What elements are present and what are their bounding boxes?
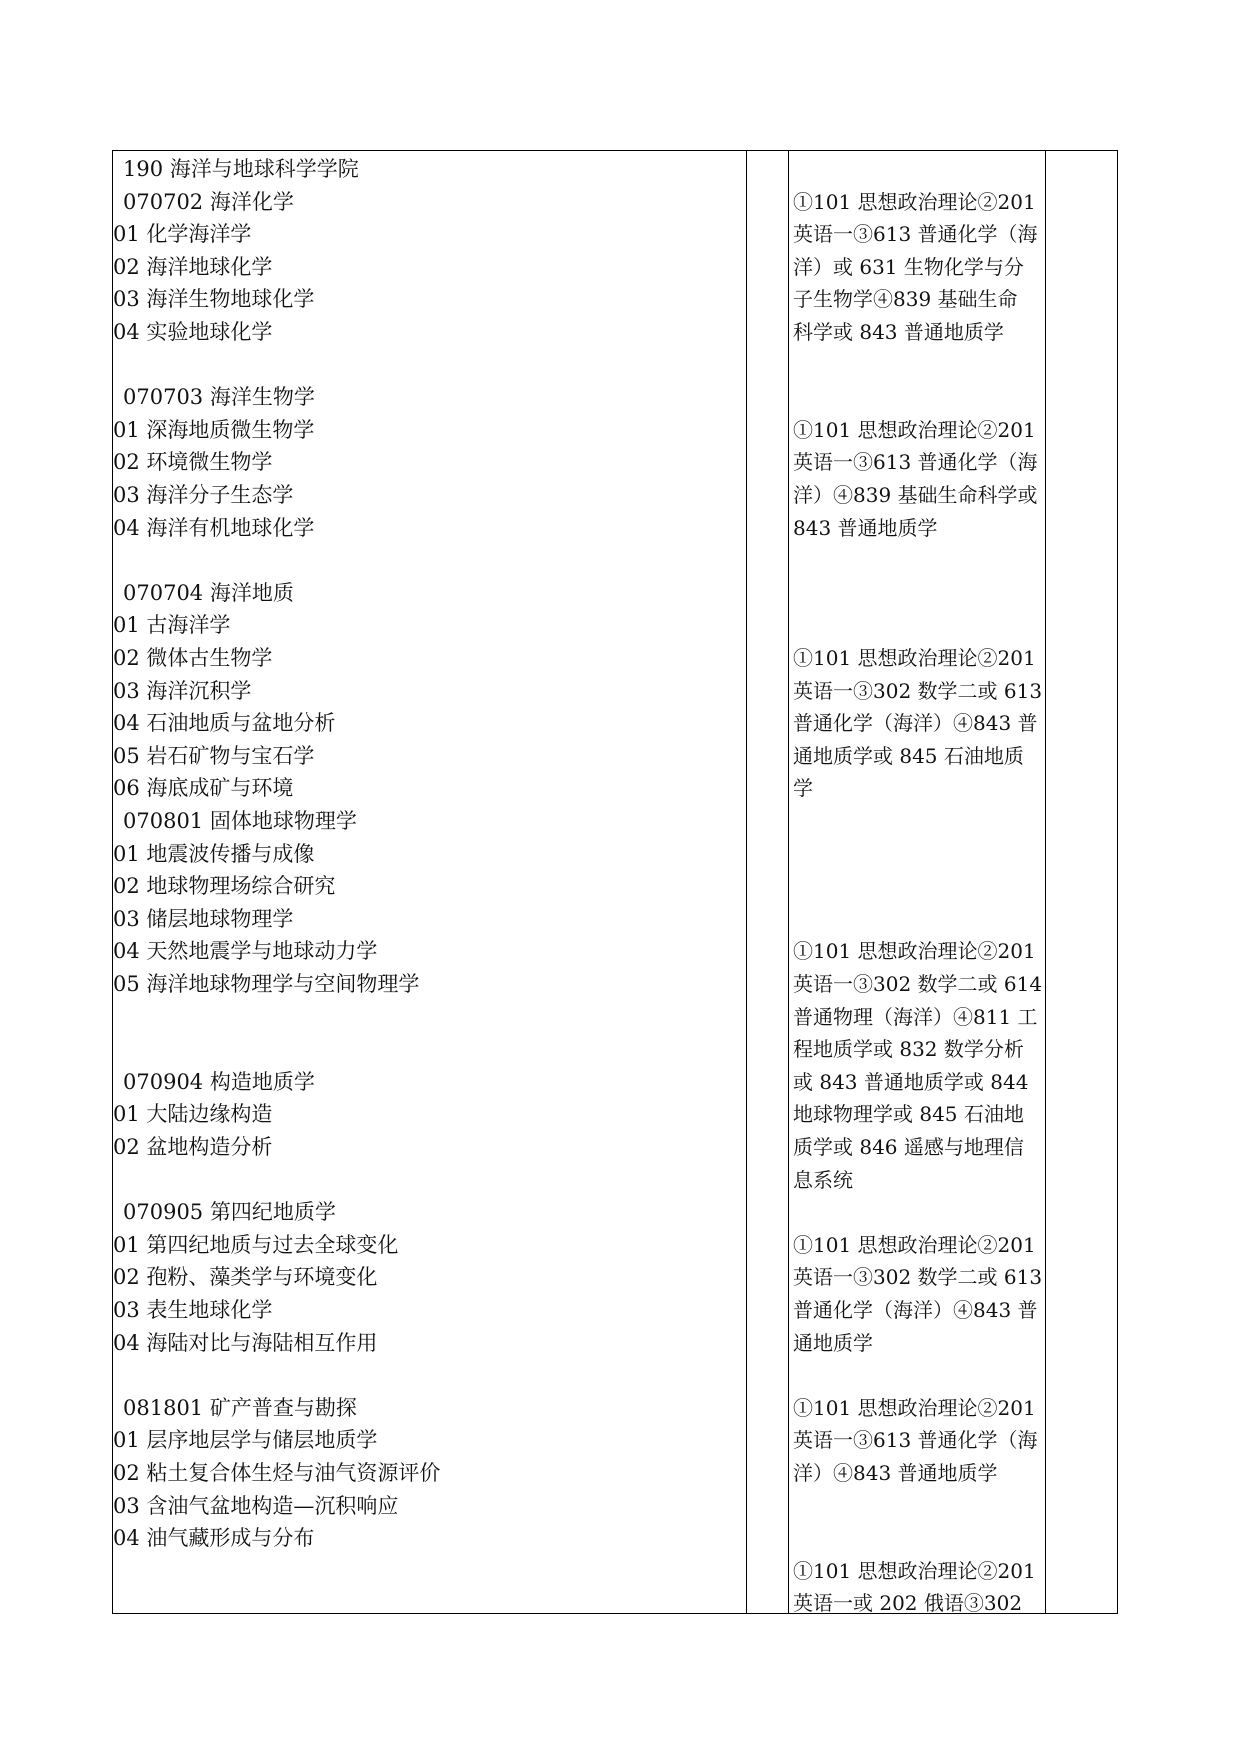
research-direction: 01 大陆边缘构造 (113, 1102, 273, 1127)
exam-subjects-line: ①101 思想政治理论②201 (793, 939, 1036, 964)
exam-subjects-line: 质学或 846 遥感与地理信 (793, 1135, 1024, 1159)
research-direction: 04 天然地震学与地球动力学 (113, 939, 378, 964)
research-direction: 03 表生地球化学 (113, 1298, 273, 1322)
research-direction: 02 粘土复合体生烃与油气资源评价 (113, 1461, 441, 1485)
program-code-title: 070702 海洋化学 (123, 189, 294, 214)
program-code-title: 070904 构造地质学 (123, 1069, 315, 1094)
exam-subjects-line: ①101 思想政治理论②201 (793, 417, 1036, 442)
exam-subjects-line: 英语一③302 数学二或 613 (793, 1265, 1043, 1290)
research-direction: 04 石油地质与盆地分析 (113, 711, 336, 736)
research-direction: 03 储层地球物理学 (113, 906, 294, 931)
research-direction: 03 海洋沉积学 (113, 678, 252, 703)
research-direction: 01 地震波传播与成像 (113, 841, 315, 866)
research-direction: 05 海洋地球物理学与空间物理学 (113, 972, 420, 996)
exam-subjects-line: 地球物理学或 845 石油地 (793, 1102, 1024, 1127)
program-code-title: 070704 海洋地质 (123, 580, 294, 605)
research-direction: 02 微体古生物学 (113, 646, 273, 670)
research-direction: 01 第四纪地质与过去全球变化 (113, 1232, 399, 1257)
exam-subjects-line: 英语一③302 数学二或 614 (793, 972, 1043, 996)
research-direction: 04 油气藏形成与分布 (113, 1526, 315, 1551)
column-divider (788, 151, 789, 1613)
exam-subjects-line: ①101 思想政治理论②201 (793, 646, 1036, 670)
exam-subjects-line: 普通物理（海洋）④811 工 (793, 1004, 1038, 1029)
research-direction: 06 海底成矿与环境 (113, 776, 294, 801)
research-direction: 04 实验地球化学 (113, 320, 273, 344)
column-divider (1045, 151, 1046, 1613)
exam-subjects-line: 通地质学或 845 石油地质 (793, 743, 1024, 768)
exam-subjects-line: 或 843 普通地质学或 844 (793, 1069, 1029, 1094)
exam-subjects-line: 通地质学 (793, 1330, 873, 1355)
exam-subjects-line: 843 普通地质学 (793, 515, 938, 540)
research-direction: 03 含油气盆地构造—沉积响应 (113, 1493, 399, 1518)
exam-subjects-line: 英语一③613 普通化学（海 (793, 1428, 1038, 1453)
exam-subjects-line: 息系统 (793, 1167, 853, 1192)
exam-subjects-line: ①101 思想政治理论②201 (793, 189, 1036, 214)
exam-subjects-line: 洋）④843 普通地质学 (793, 1461, 998, 1485)
research-direction: 04 海陆对比与海陆相互作用 (113, 1330, 378, 1355)
research-direction: 01 深海地质微生物学 (113, 417, 315, 442)
research-direction: 02 环境微生物学 (113, 450, 273, 475)
exam-subjects-line: ①101 思想政治理论②201 (793, 1558, 1036, 1583)
exam-subjects-line: 程地质学或 832 数学分析 (793, 1037, 1024, 1062)
research-direction: 01 化学海洋学 (113, 222, 252, 247)
research-direction: 05 岩石矿物与宝石学 (113, 743, 315, 768)
exam-subjects-line: 英语一③613 普通化学（海 (793, 450, 1038, 475)
exam-subjects-line: 普通化学（海洋）④843 普 (793, 711, 1038, 736)
exam-subjects-line: 学 (793, 776, 813, 801)
research-direction: 04 海洋有机地球化学 (113, 515, 315, 540)
research-direction: 03 海洋生物地球化学 (113, 287, 315, 312)
program-code-title: 070905 第四纪地质学 (123, 1200, 336, 1225)
program-table (112, 150, 1118, 1614)
exam-subjects-line: ①101 思想政治理论②201 (793, 1232, 1036, 1257)
research-direction: 02 孢粉、藻类学与环境变化 (113, 1265, 378, 1290)
exam-subjects-line: 子生物学④839 基础生命 (793, 287, 1018, 312)
program-code-title: 070801 固体地球物理学 (123, 809, 357, 833)
exam-subjects-line: 普通化学（海洋）④843 普 (793, 1298, 1038, 1322)
program-code-title: 070703 海洋生物学 (123, 385, 315, 410)
exam-subjects-line: ①101 思想政治理论②201 (793, 1395, 1036, 1420)
research-direction: 01 层序地层学与储层地质学 (113, 1428, 378, 1453)
column-divider (746, 151, 747, 1613)
research-direction: 02 盆地构造分析 (113, 1135, 273, 1159)
exam-subjects-line: 英语一③613 普通化学（海 (793, 222, 1038, 247)
school-header: 190 海洋与地球科学学院 (123, 157, 359, 181)
research-direction: 01 古海洋学 (113, 613, 231, 638)
research-direction: 02 地球物理场综合研究 (113, 874, 336, 899)
exam-subjects-line: 洋）④839 基础生命科学或 (793, 483, 1038, 507)
exam-subjects-line: 科学或 843 普通地质学 (793, 320, 1004, 344)
exam-subjects-line: 英语一③302 数学二或 613 (793, 678, 1043, 703)
research-direction: 02 海洋地球化学 (113, 254, 273, 279)
research-direction: 03 海洋分子生态学 (113, 483, 294, 507)
exam-subjects-line: 英语一或 202 俄语③302 (793, 1591, 1023, 1614)
program-code-title: 081801 矿产普查与勘探 (123, 1395, 357, 1420)
exam-subjects-line: 洋）或 631 生物化学与分 (793, 254, 1024, 279)
